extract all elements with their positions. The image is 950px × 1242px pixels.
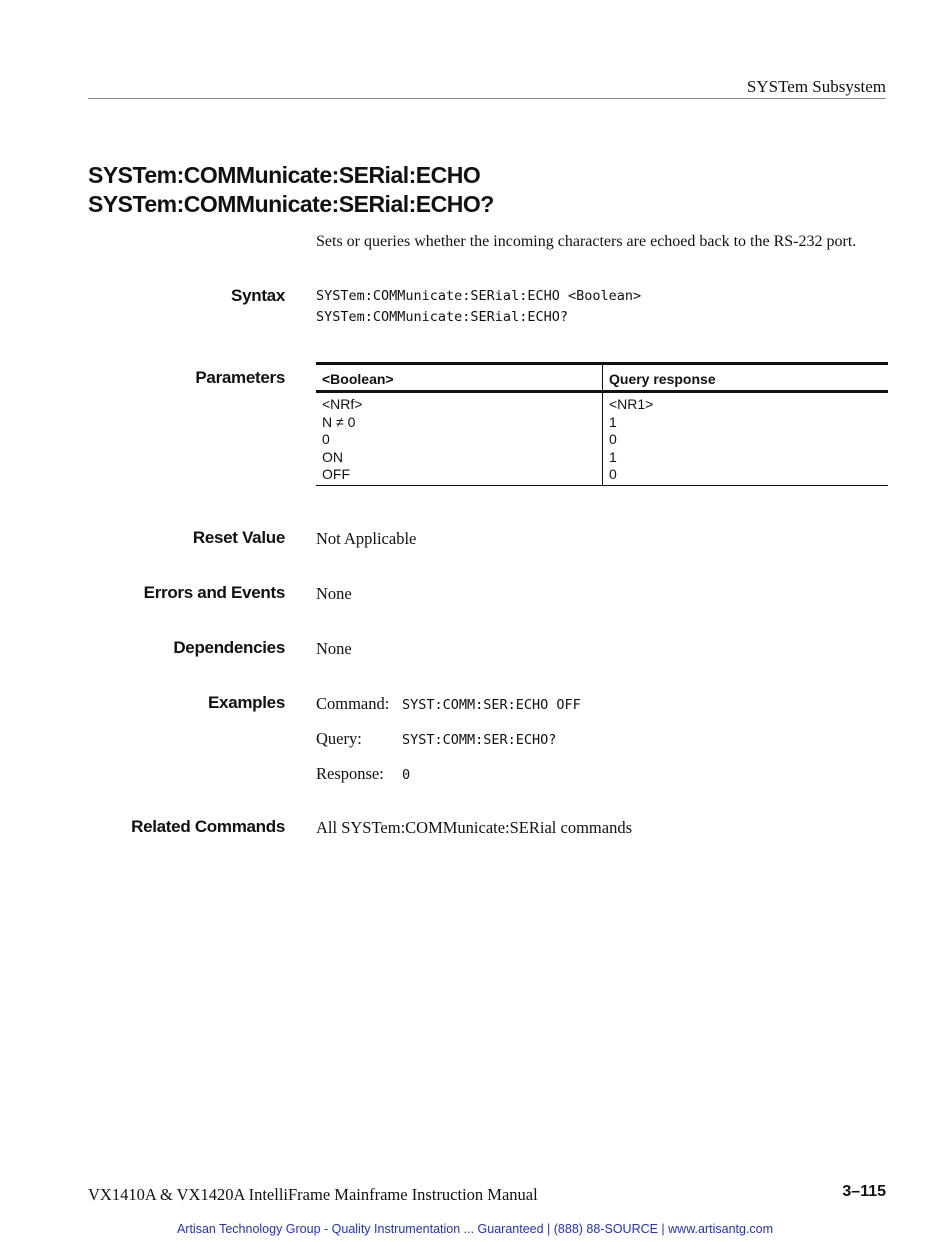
command-title-line2: SYSTem:COMMunicate:SERial:ECHO?: [88, 191, 494, 217]
table-row: [316, 414, 888, 432]
reset-value-label: Reset Value: [192, 528, 285, 547]
table-cell: N ≠ 0: [316, 414, 603, 432]
examples-label: Examples: [208, 693, 285, 712]
table-cell: 0: [609, 431, 617, 447]
dependencies-text: None: [316, 639, 352, 658]
table-row: [316, 392, 888, 414]
command-title-line1: SYSTem:COMMunicate:SERial:ECHO: [88, 162, 481, 188]
related-commands-text: All SYSTem:COMMunicate:SERial commands: [316, 818, 632, 837]
example-response-value: 0: [402, 767, 411, 783]
example-response-label: Response:: [316, 764, 384, 783]
example-query-label: Query:: [316, 729, 362, 748]
table-row: [316, 431, 888, 449]
errors-events-text: None: [316, 584, 352, 603]
syntax-line1: SYSTem:COMMunicate:SERial:ECHO <Boolean>: [316, 288, 642, 304]
table-cell: 0: [603, 466, 889, 485]
column-header-query-response: Query response: [603, 364, 889, 392]
example-command-label: Command:: [316, 694, 390, 713]
footer-manual-title: VX1410A & VX1420A IntelliFrame Mainframe Instruction Manual: [88, 1185, 538, 1204]
reset-value-text: Not Applicable: [316, 529, 417, 548]
example-command-value: SYST:COMM:SER:ECHO OFF: [402, 697, 581, 713]
table-row: [316, 466, 888, 485]
table-cell: OFF: [316, 466, 603, 485]
artisan-footer-link[interactable]: Artisan Technology Group - Quality Instrumentation ... Guaranteed | (888) 88-SOURCE | www.artisantg.com: [176, 1222, 774, 1236]
page-number: 3–115: [842, 1183, 886, 1200]
errors-events-label: Errors and Events: [143, 583, 285, 602]
table-cell: <NR1>: [609, 396, 654, 412]
table-row: [316, 449, 888, 467]
table-cell: 1: [609, 448, 617, 465]
table-cell: ON: [316, 449, 603, 467]
table-cell: 1: [609, 413, 617, 430]
command-description: Sets or queries whether the incoming characters are echoed back to the RS-232 port.: [316, 233, 857, 250]
example-query-value: SYST:COMM:SER:ECHO?: [402, 732, 557, 748]
header-divider: [88, 98, 886, 99]
related-commands-label: Related Commands: [131, 817, 285, 836]
dependencies-label: Dependencies: [173, 638, 285, 657]
parameters-table: [316, 362, 888, 486]
column-header-boolean: <Boolean>: [316, 364, 603, 392]
table-cell: <NRf>: [316, 392, 603, 414]
table-header-row: [316, 364, 888, 392]
running-header: SYSTem Subsystem: [746, 77, 886, 96]
syntax-line2: SYSTem:COMMunicate:SERial:ECHO?: [316, 309, 568, 325]
syntax-label: Syntax: [231, 286, 285, 305]
example-command-row: [316, 694, 581, 714]
example-query-row: [316, 729, 556, 749]
example-response-row: [316, 764, 410, 784]
table-cell: 0: [316, 431, 603, 449]
parameters-label: Parameters: [195, 368, 285, 387]
